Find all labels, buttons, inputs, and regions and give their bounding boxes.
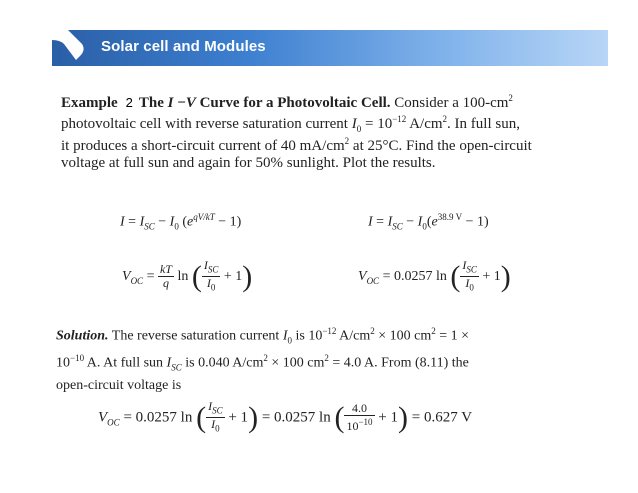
equation-current-numeric: $I = I_{SC} - I_0(e^{38.9 V} - 1)$: [368, 212, 489, 232]
example-line-2: photovoltaic cell with reverse saturation current $I_0 = 10^{-12}$ $A/cm^2$. In full sun,: [61, 114, 520, 134]
example-number: 2: [125, 95, 133, 110]
equation-voc-numeric: $V_{OC} = 0.0257$ ln ( $\frac{I_{SC}}{I_0}$ + 1): [358, 258, 511, 293]
slide-title: Solar cell and Modules: [101, 38, 266, 55]
example-line-4: voltage at full sun and again for 50% sunlight. Plot the results.: [61, 155, 436, 171]
equation-voc-general: $V_{OC}$ = $\frac{kT}{q}$ ln ( $\frac{I_{SC}}{I_0}$ + 1): [122, 258, 253, 293]
example-line-1: Example 2 The I −V Curve for a Photovoltaic Cell. Consider a $100-cm^2$: [61, 93, 513, 111]
solution-label: Solution.: [56, 328, 109, 344]
solution-line-1: Solution. The reverse saturation current $I_0$ is $10^{-12}$ $A/cm^2 \times 100$ $cm^2 = 1$ ×: [56, 326, 470, 346]
example-line-3: it produces a short-circuit current of 40 $mA/cm^2$ at 25°C. Find the open-circuit: [61, 136, 532, 154]
example-label: Example: [61, 95, 118, 111]
example-title: The I −V Curve for a Photovoltaic Cell.: [138, 95, 391, 111]
solution-line-3: open-circuit voltage is: [56, 377, 182, 393]
header-notch-icon: [52, 30, 92, 66]
equation-current-general: $I = I_{SC} - I_0$ $(e^{qV/kT} - 1)$: [120, 212, 242, 232]
solution-line-2: $10^{-10}$ A. At full sun $I_{SC}$ is 0.040 $A/cm^2 \times 100$ $cm^2 = 4.0$ A. From (8.11) the: [56, 353, 469, 373]
equation-voc-result: $V_{OC} = 0.0257$ ln ( $\frac{I_{SC}}{I_0}$ + 1) = 0.0257 ln ( $\frac{4.0}{10^{-10}}$ + 1) = 0.627 V: [98, 399, 473, 434]
solution-block: [56, 322, 586, 395]
